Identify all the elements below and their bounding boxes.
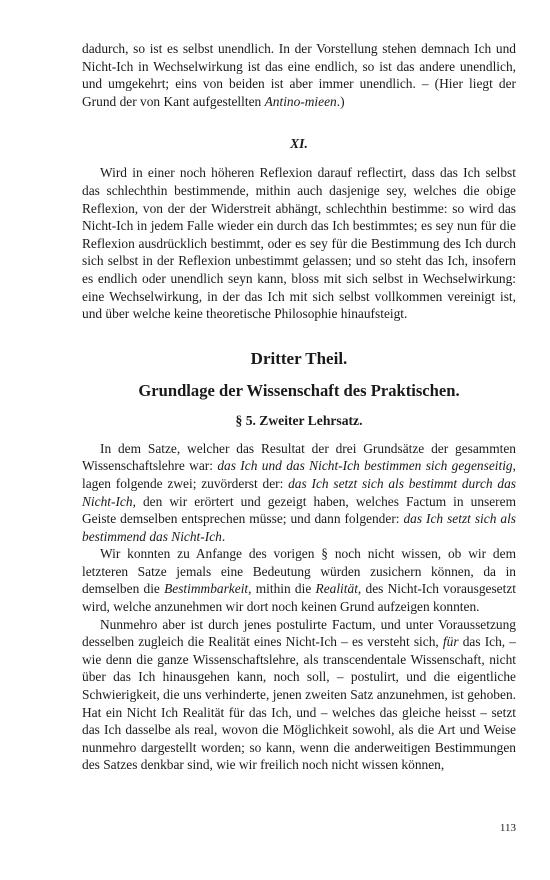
paragraph: Wir konnten zu Anfange des vorigen § noch nicht wissen, ob wir dem letzteren Satze jemals eine Bedeutung würden zusichern können, da in demselben die Bestimmbarkeit, mithin die Realität, des Nicht-Ich vorausgesetzt wird, welche anzunehmen wir dort noch keinen Grund aufzeigen konnten. [82, 546, 516, 615]
section-number: XI. [290, 136, 308, 152]
paragraph-continued: dadurch, so ist es selbst unendlich. In der Vorstellung stehen demnach Ich und Nicht-Ich in Wechselwirkung ist das eine endlich, so ist das andere unendlich, und umgekehrt; eins von beiden ist aber immer unendlich. – (Hier liegt der Grund der von Kant aufgestellten Antino-mieen.) [82, 41, 516, 109]
page-number: 113 [499, 822, 516, 834]
part-heading: Dritter Theil. [250, 348, 348, 368]
paragraph: Nunmehro aber ist durch jenes postulirte Factum, und unter Voraussetzung desselben zugleich die Realität eines Nicht-Ich – es versteht sich, für das Ich, – wie denn die ganze Wissenschaftslehre, als transcendentale Wissenschaft, nicht über das Ich hinausgehen kann, noch soll, – postulirt, und die eigentliche Schwierigkeit, die uns verhinderte, jenen zweiten Satz anzunehmen, ist gehoben. Hat ein Nicht Ich Realität für das Ich, und – welches das gleiche heisst – setzt das Ich dasselbe als real, wovon die Möglichkeit sowohl, als die Art und Weise nunmehro dargestellt worden; so kann, wenn die anderweitigen Bestimmungen des Satzes denkbar sind, wie wir freilich noch nicht wissen können, [82, 616, 516, 773]
section-heading: § 5. Zweiter Lehrsatz. [235, 412, 363, 428]
paragraph-xi: Wird in einer noch höheren Reflexion darauf reflectirt, dass das Ich selbst das schlechthin bestimmende, mithin auch dasjenige sey, welches die obige Reflexion, von der der Widerstreit abhängt, schlechthin bestimme: so wird das Nicht-Ich in jedem Falle wieder ein durch das Ich bestimmtes; es sey nun für die Reflexion ausdrücklich bestimmt, oder es sey für die Bestimmung des Ich durch sich selbst in der Reflexion unbestimmt gelassen; und so steht das Ich, insofern es endlich oder unendlich seyn kann, bloss mit sich selbst in Wechselwirkung: eine Wechselwirkung, in der das Ich mit sich selbst vollkommen vereinigt ist, und über welche keine theoretische Philosophie hinaufsteigt. [82, 165, 516, 322]
paragraph: In dem Satze, welcher das Resultat der drei Grundsätze der gesammten Wissenschaftslehre war: das Ich und das Nicht-Ich bestimmen sich gegenseitig, lagen folgende zwei; zuvörderst der: das Ich setzt sich als bestimmt durch das Nicht-Ich, den wir erörtert und gezeigt haben, welches Factum in unserem Geiste demselben entsprechen müsse; und dann folgender: das Ich setzt sich als bestimmend das Nicht-Ich. [82, 440, 516, 544]
text-column [82, 40, 516, 774]
part-title: Grundlage der Wissenschaft des Praktischen. [138, 380, 460, 400]
